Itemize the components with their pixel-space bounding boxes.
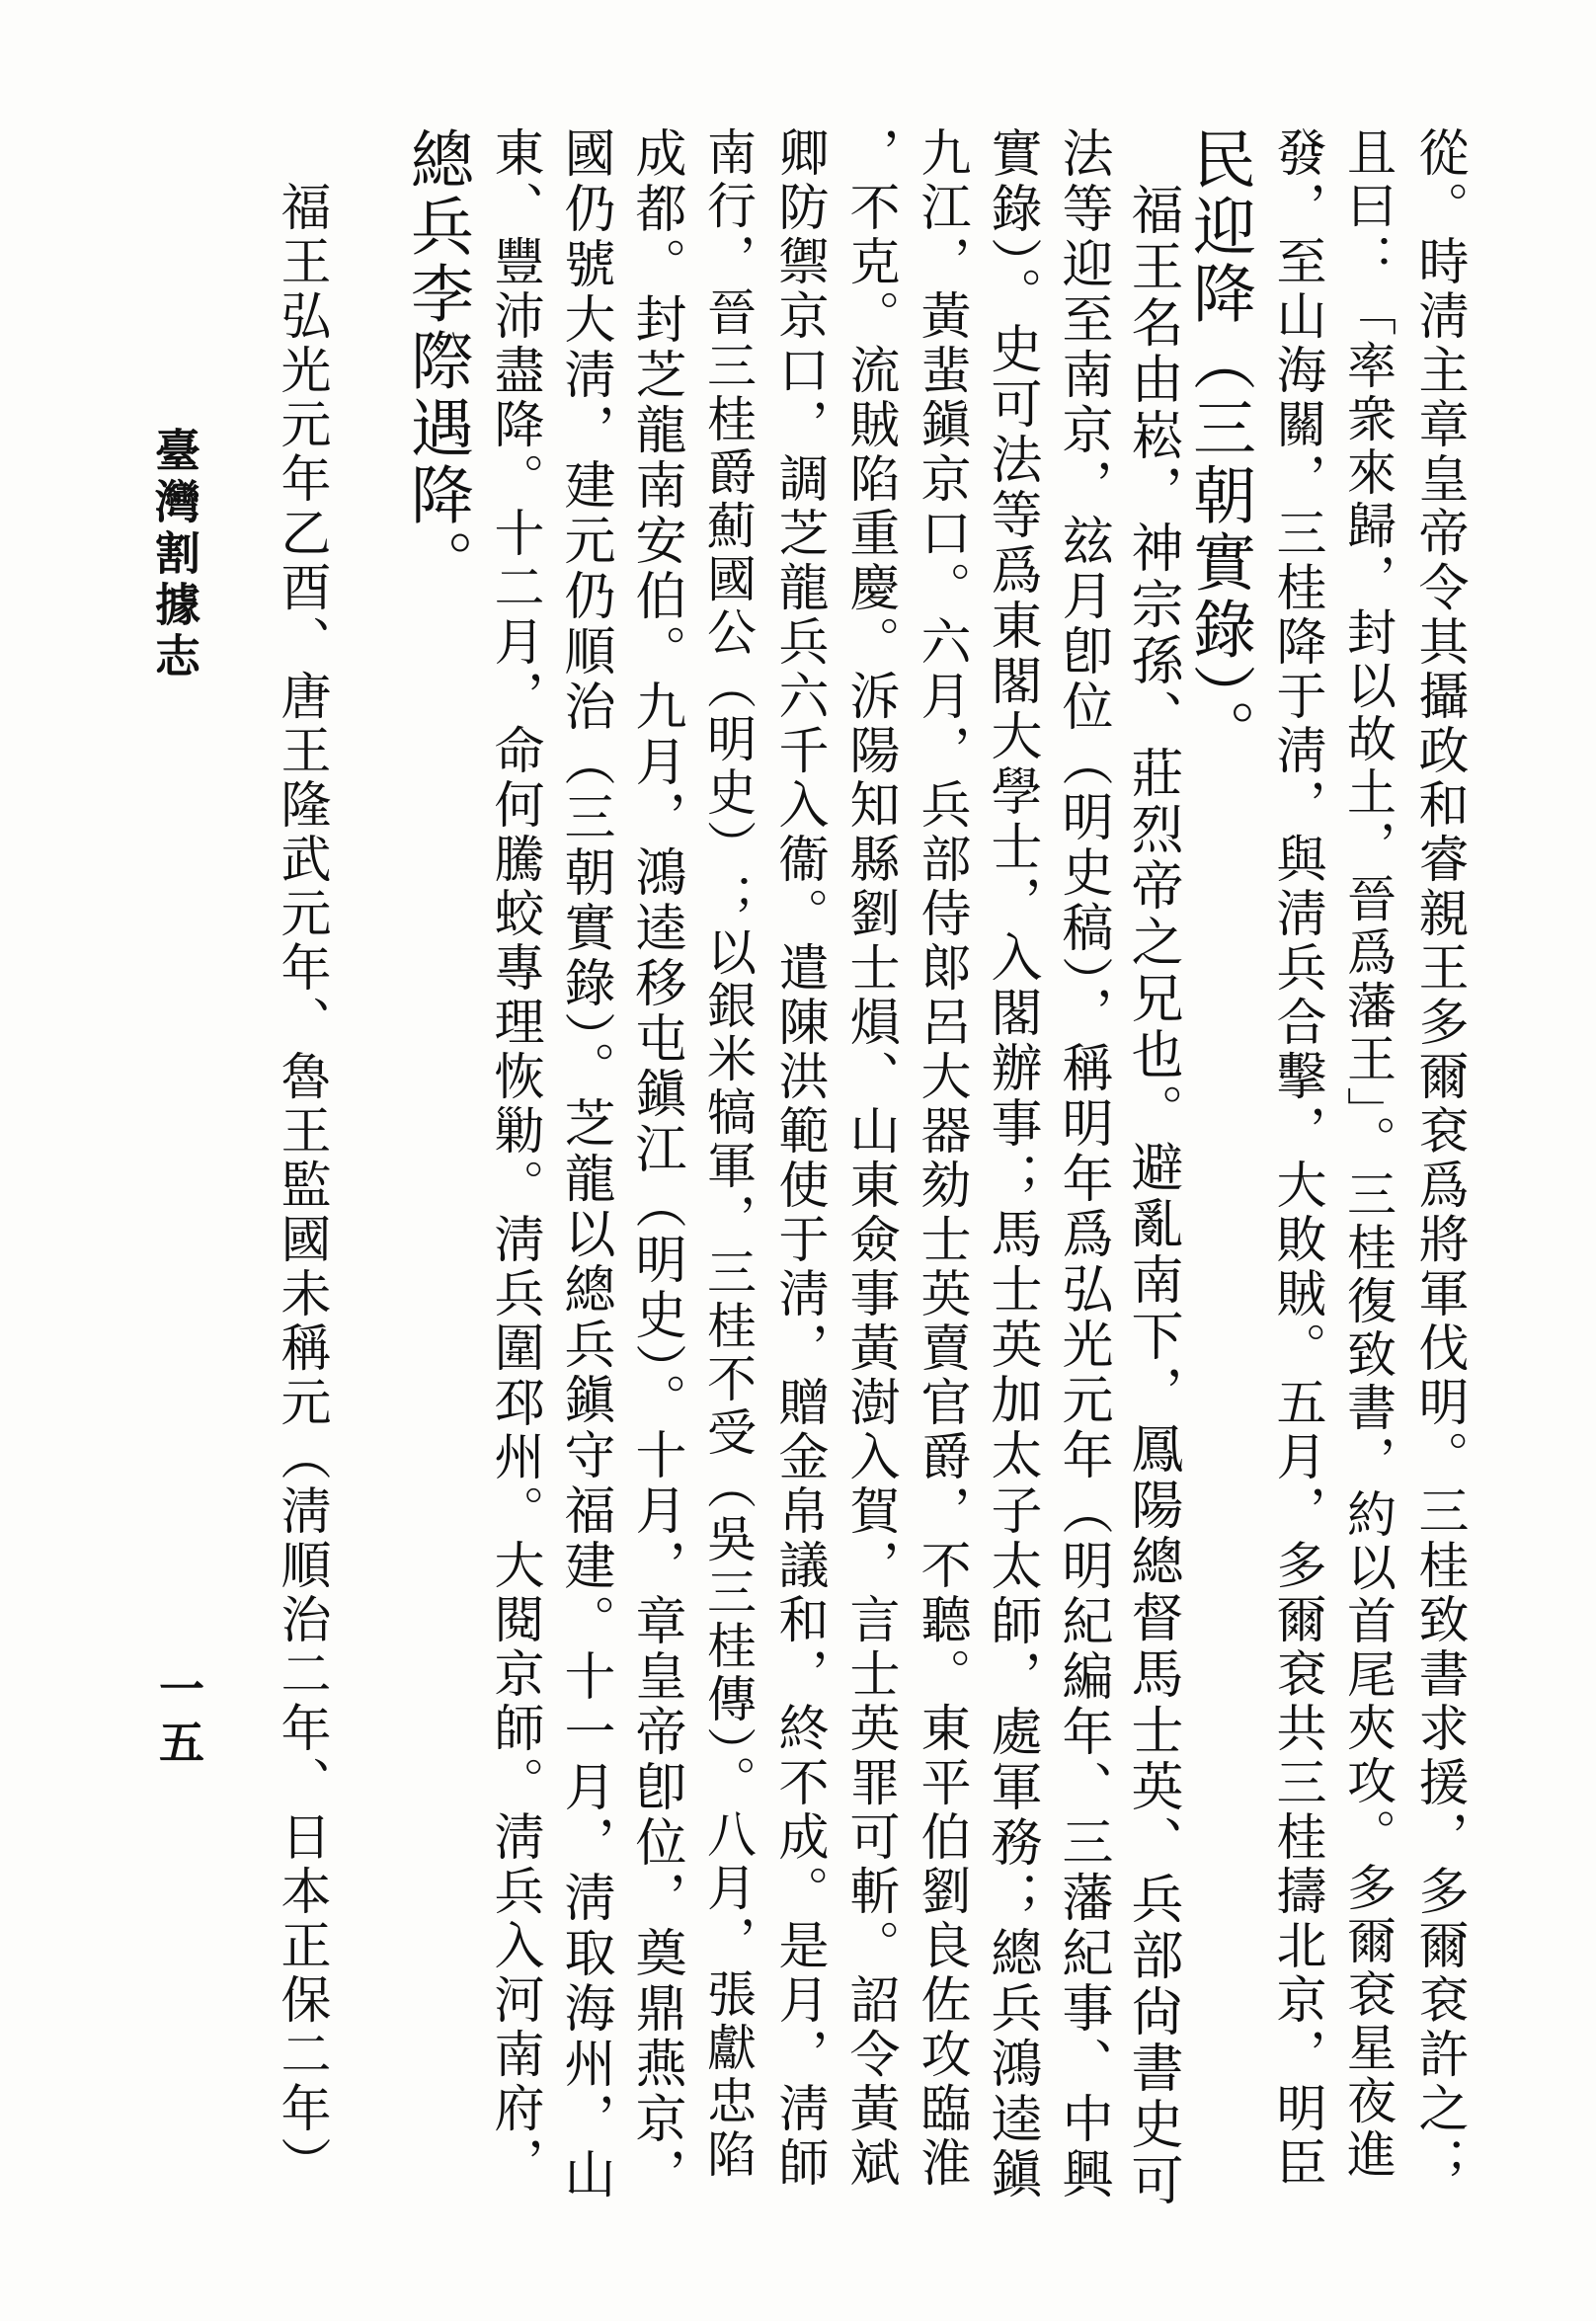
text-column: 東、豐沛盡降。十二月，命何騰蛟專理恢勦。淸兵圍邳州。大閱京師。淸兵入河南府， xyxy=(485,126,543,2191)
text-column: 且曰：「率衆來歸，封以故土，晉爲藩王」。三桂復致書，約以首尾夾攻。多爾袞星夜進 xyxy=(1339,126,1396,2182)
text-column: 民迎降（三朝實錄）。 xyxy=(1182,126,1255,766)
text-column: ，不克。流賊陷重慶。泝陽知縣劉士熉、山東僉事黃澍入賀，言士英罪可斬。詔令黃斌 xyxy=(840,126,899,2191)
page-number: 一五 xyxy=(152,1665,205,1772)
running-title: 臺灣割據志 xyxy=(148,427,201,683)
text-column: 實錄）。史可法等爲東閣大學士，入閣辦事；馬士英加太子太師，處軍務；總兵鴻逵鎭 xyxy=(982,126,1041,2202)
text-column: 總兵李際遇降。 xyxy=(400,126,473,597)
text-column: 卿防禦京口，調芝龍兵六千入衞。遣陳洪範使于淸，贈金帛議和，終不成。是月，淸師 xyxy=(769,126,828,2191)
text-column: 福王名由崧，神宗孫、莊烈帝之兄也。避亂南下，鳳陽總督馬士英、兵部尙書史可 xyxy=(1123,126,1183,2209)
text-column: 福王弘光元年乙酉、唐王隆武元年、魯王監國未稱元（淸順治二年、日本正保二年） xyxy=(272,126,330,2191)
text-column: 九江，黃蜚鎭京口。六月，兵部侍郞呂大器劾士英賣官爵，不聽。東平伯劉良佐攻臨淮 xyxy=(912,126,970,2191)
text-column: 法等迎至南京，玆月卽位（明史稿），稱明年爲弘光元年（明紀編年、三藩紀事、中興 xyxy=(1053,126,1112,2202)
text-column: 國仍號大淸，建元仍順治（三朝實錄）。芝龍以總兵鎭守福建。十一月，淸取海州，山 xyxy=(555,126,614,2202)
text-column: 成都。封芝龍南安伯。九月，鴻逵移屯鎭江（明史）。十月，章皇帝卽位，奠鼎燕京， xyxy=(626,126,685,2202)
text-column: 南行，晉三桂爵薊國公（明史）；以銀米犒軍，三桂不受（吳三桂傳）。八月，張獻忠陷 xyxy=(699,126,757,2182)
text-column: 從。時淸主章皇帝令其攝政和睿親王多爾袞爲將軍伐明。三桂致書求援，多爾袞許之； xyxy=(1409,126,1468,2191)
text-column: 發，至山海關，三桂降于淸，與淸兵合擊，大敗賊。五月，多爾袞共三桂擣北京，明臣 xyxy=(1267,126,1325,2191)
